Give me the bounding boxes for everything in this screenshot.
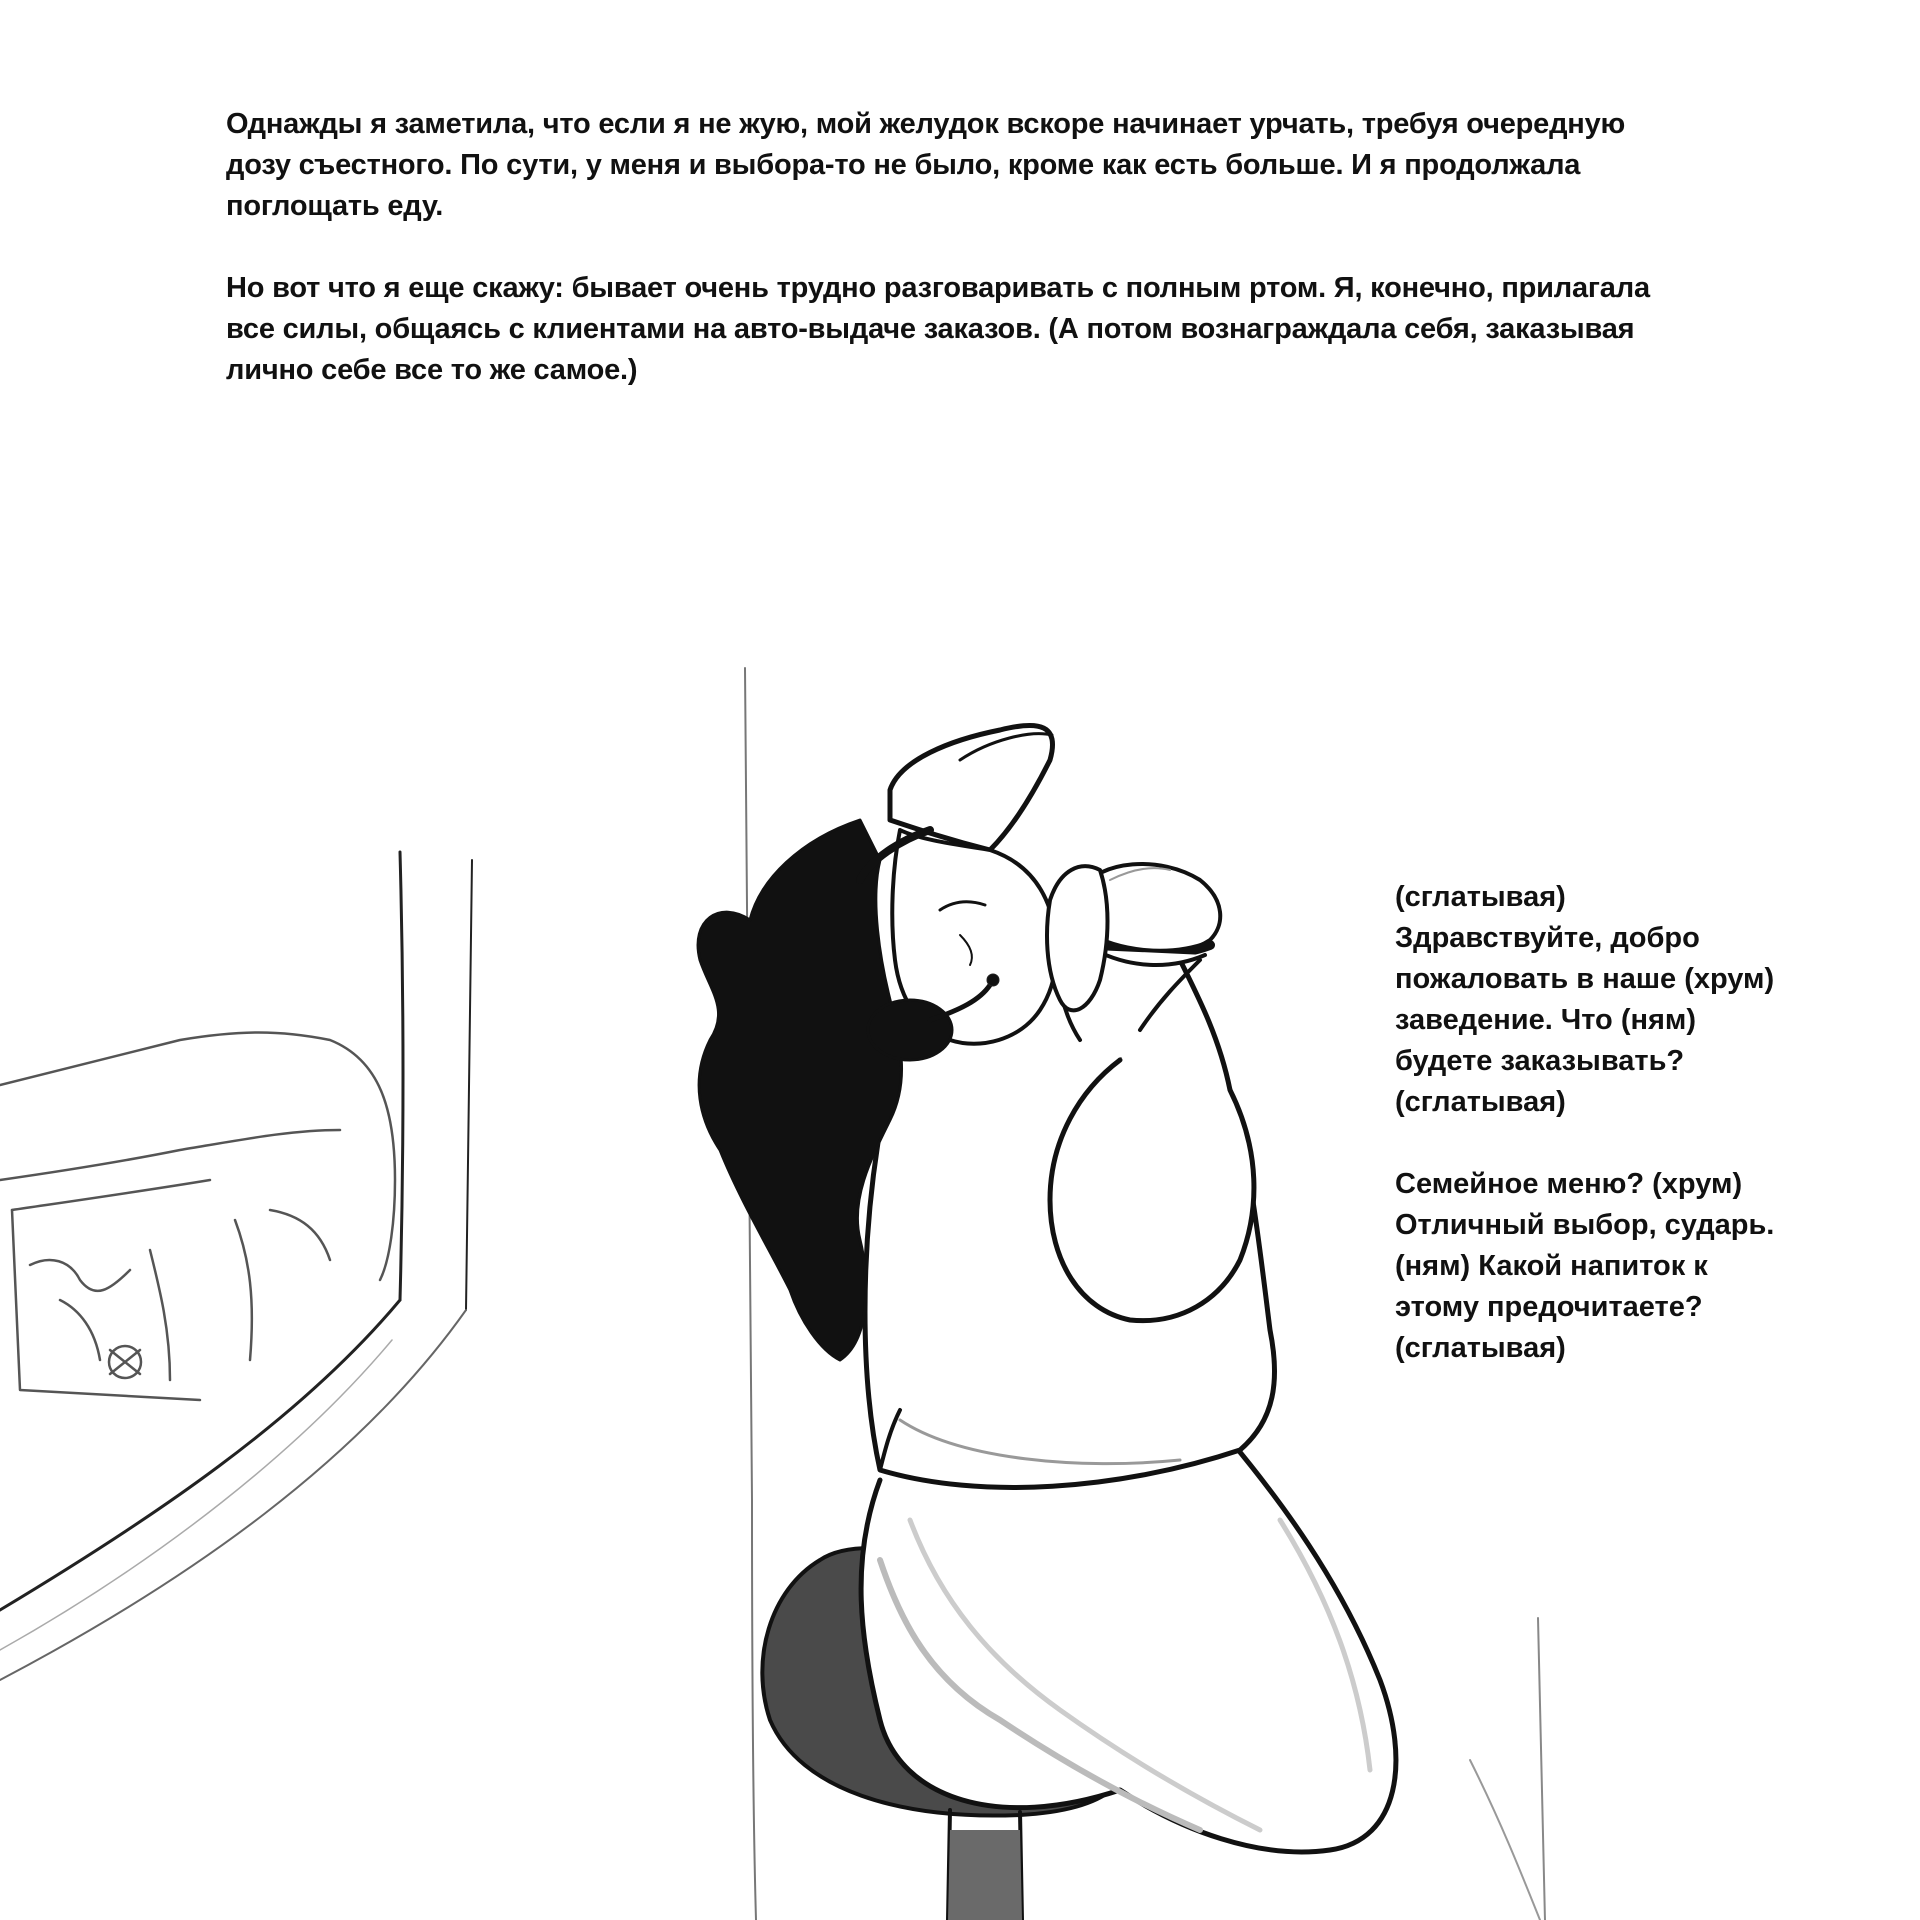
speech-block <box>1395 877 1835 1410</box>
right-floor-line <box>1470 1760 1540 1920</box>
speech-line: (сглатывая) <box>1395 881 1566 913</box>
speech-line: этому предочитаете? <box>1395 1291 1703 1323</box>
window-frame <box>0 852 472 1680</box>
character-hands <box>1047 866 1107 1010</box>
speech-line: Отличный выбор, сударь. <box>1395 1209 1775 1241</box>
character-legs <box>861 1440 1396 1852</box>
right-wall-line <box>1538 1618 1545 1920</box>
speech-line: пожаловать в наше (хрум) <box>1395 963 1775 995</box>
speech-line: (ням) Какой напиток к <box>1395 1250 1708 1282</box>
speech-line: Семейное меню? (хрум) <box>1395 1168 1743 1200</box>
speech-paragraph-1 <box>1395 877 1835 1123</box>
speech-line: заведение. Что (ням) <box>1395 1004 1697 1036</box>
car-sketch <box>0 1033 395 1401</box>
narration-paragraph-1: Однажды я заметила, что если я не жую, мой желудок вскоре начинает урчать, требуя очередную дозу съестного. По сути, у меня и выбора-то не было, кроме как есть больше. И я продолжала поглощать еду. <box>226 108 1626 222</box>
speech-line: будете заказывать? <box>1395 1045 1685 1077</box>
wall-corner-line <box>745 668 756 1920</box>
speech-paragraph-2 <box>1395 1164 1835 1369</box>
speech-line: (сглатывая) <box>1395 1086 1566 1118</box>
character-cap <box>890 725 1053 850</box>
speech-line: (сглатывая) <box>1395 1332 1566 1364</box>
speech-line: Здравствуйте, добро <box>1395 922 1700 954</box>
narration-paragraph-2: Но вот что я еще скажу: бывает очень трудно разговаривать с полным ртом. Я, конечно, прилагала все силы, общаясь с клиентами на авто-выдаче заказов. (А потом вознаграждала себя, заказывая лично себе все то же самое.) <box>226 272 1650 386</box>
